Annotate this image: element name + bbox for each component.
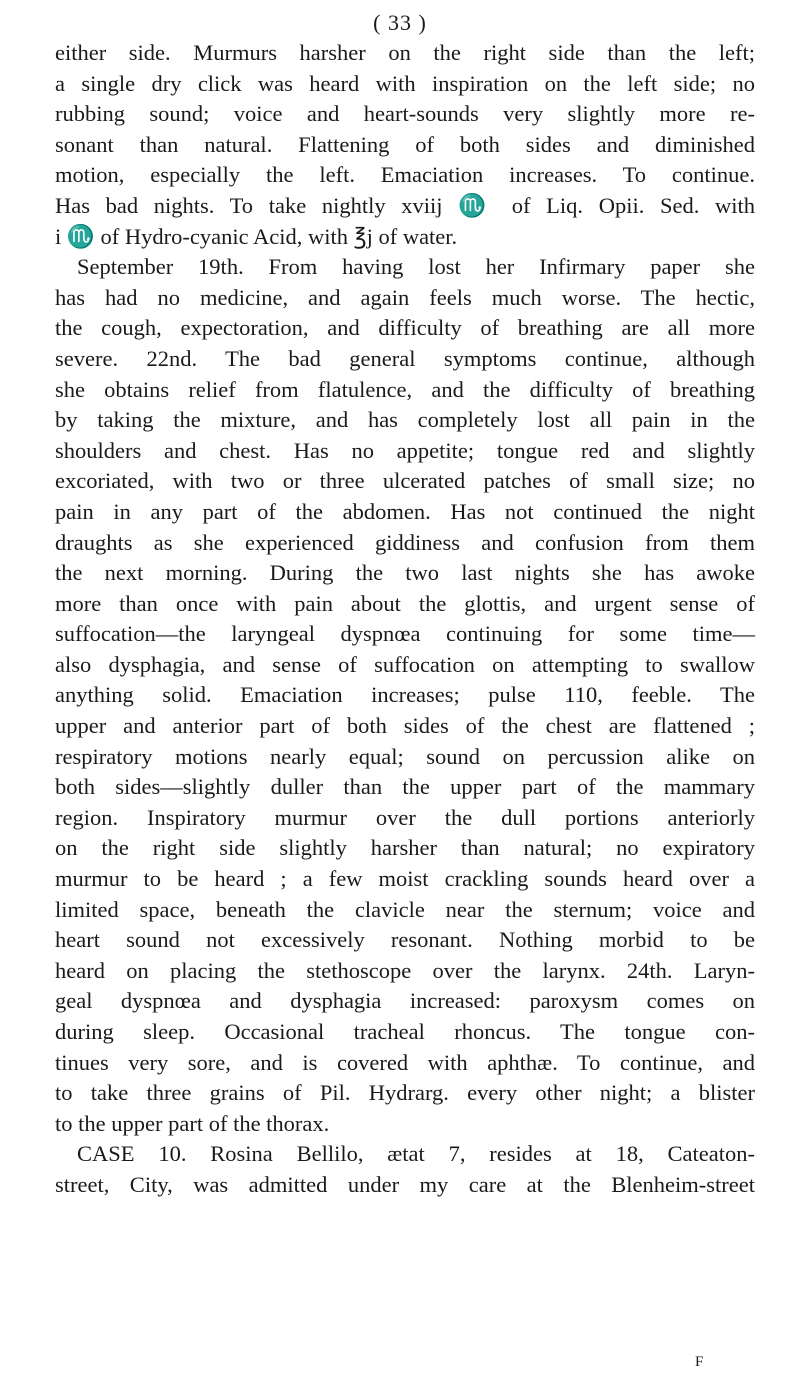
text-line: has had no medicine, and again feels much worse. The hectic, (55, 284, 755, 310)
text-line: tinues very sore, and is covered with aphthæ. To continue, and (55, 1049, 755, 1075)
page-number: ( 33 ) (373, 10, 427, 35)
text-line: heard on placing the stethoscope over the larynx. 24th. Laryn- (55, 957, 755, 983)
text-line: murmur to be heard ; a few moist crackling sounds heard over a (55, 866, 755, 892)
body-text (55, 38, 755, 1201)
text-line: the cough, expectoration, and difficulty of breathing are all more (55, 315, 755, 341)
text-line: heart sound not excessively resonant. Nothing morbid to be (55, 927, 755, 953)
text-line: severe. 22nd. The bad general symptoms continue, although (55, 345, 755, 371)
text-line: rubbing sound; voice and heart-sounds very slightly more re- (55, 101, 755, 127)
text-line: upper and anterior part of both sides of the chest are flattened ; (55, 713, 755, 739)
text-line: a single dry click was heard with inspiration on the left side; no (55, 70, 755, 96)
text-line: she obtains relief from flatulence, and the difficulty of breathing (55, 376, 755, 402)
text-line: geal dyspnœa and dysphagia increased: paroxysm comes on (55, 988, 755, 1014)
text-line: during sleep. Occasional tracheal rhoncus. The tongue con- (55, 1019, 755, 1044)
text-line: both sides—slightly duller than the upper part of the mammary (55, 774, 755, 800)
text-line: street, City, was admitted under my care at the Blenheim-street (55, 1171, 755, 1197)
text-line: more than once with pain about the glottis, and urgent sense of (55, 590, 755, 616)
text-line: to the upper part of the thorax. (55, 1110, 330, 1136)
signature-mark: F (695, 1354, 704, 1370)
text-line: respiratory motions nearly equal; sound on percussion alike on (55, 743, 755, 769)
text-line: pain in any part of the abdomen. Has not continued the night (55, 498, 755, 524)
text-line: draughts as she experienced giddiness and confusion from them (55, 529, 755, 555)
text-line: Has bad nights. To take nightly xviij ♏ of Liq. Opii. Sed. with (55, 192, 755, 218)
text-line: anything solid. Emaciation increases; pulse 110, feeble. The (55, 682, 755, 708)
text-line: on the right side slightly harsher than natural; no expiratory (55, 835, 755, 861)
text-line: the next morning. During the two last nights she has awoke (55, 560, 755, 586)
text-line: i ♏ of Hydro-cyanic Acid, with ℥j of water. (55, 223, 458, 249)
text-line: excoriated, with two or three ulcerated patches of small size; no (55, 468, 755, 494)
text-line: region. Inspiratory murmur over the dull portions anteriorly (55, 804, 755, 830)
text-line: September 19th. From having lost her Infirmary paper she (77, 254, 755, 280)
text-line: limited space, beneath the clavicle near the sternum; voice and (55, 896, 755, 922)
text-line: suffocation—the laryngeal dyspnœa continuing for some time— (55, 621, 755, 647)
text-line: sonant than natural. Flattening of both sides and diminished (55, 131, 755, 157)
text-line: also dysphagia, and sense of suffocation on attempting to swallow (55, 651, 755, 677)
text-line: either side. Murmurs harsher on the right side than the left; (55, 40, 755, 65)
text-line: to take three grains of Pil. Hydrarg. every other night; a blister (55, 1080, 755, 1106)
text-line: motion, especially the left. Emaciation increases. To continue. (55, 162, 755, 188)
text-line: shoulders and chest. Has no appetite; tongue red and slightly (55, 437, 755, 463)
text-line: by taking the mixture, and has completely lost all pain in the (55, 407, 755, 433)
case-heading-line: CASE 10. Rosina Bellilo, ætat 7, resides at 18, Cateaton- (77, 1141, 755, 1167)
